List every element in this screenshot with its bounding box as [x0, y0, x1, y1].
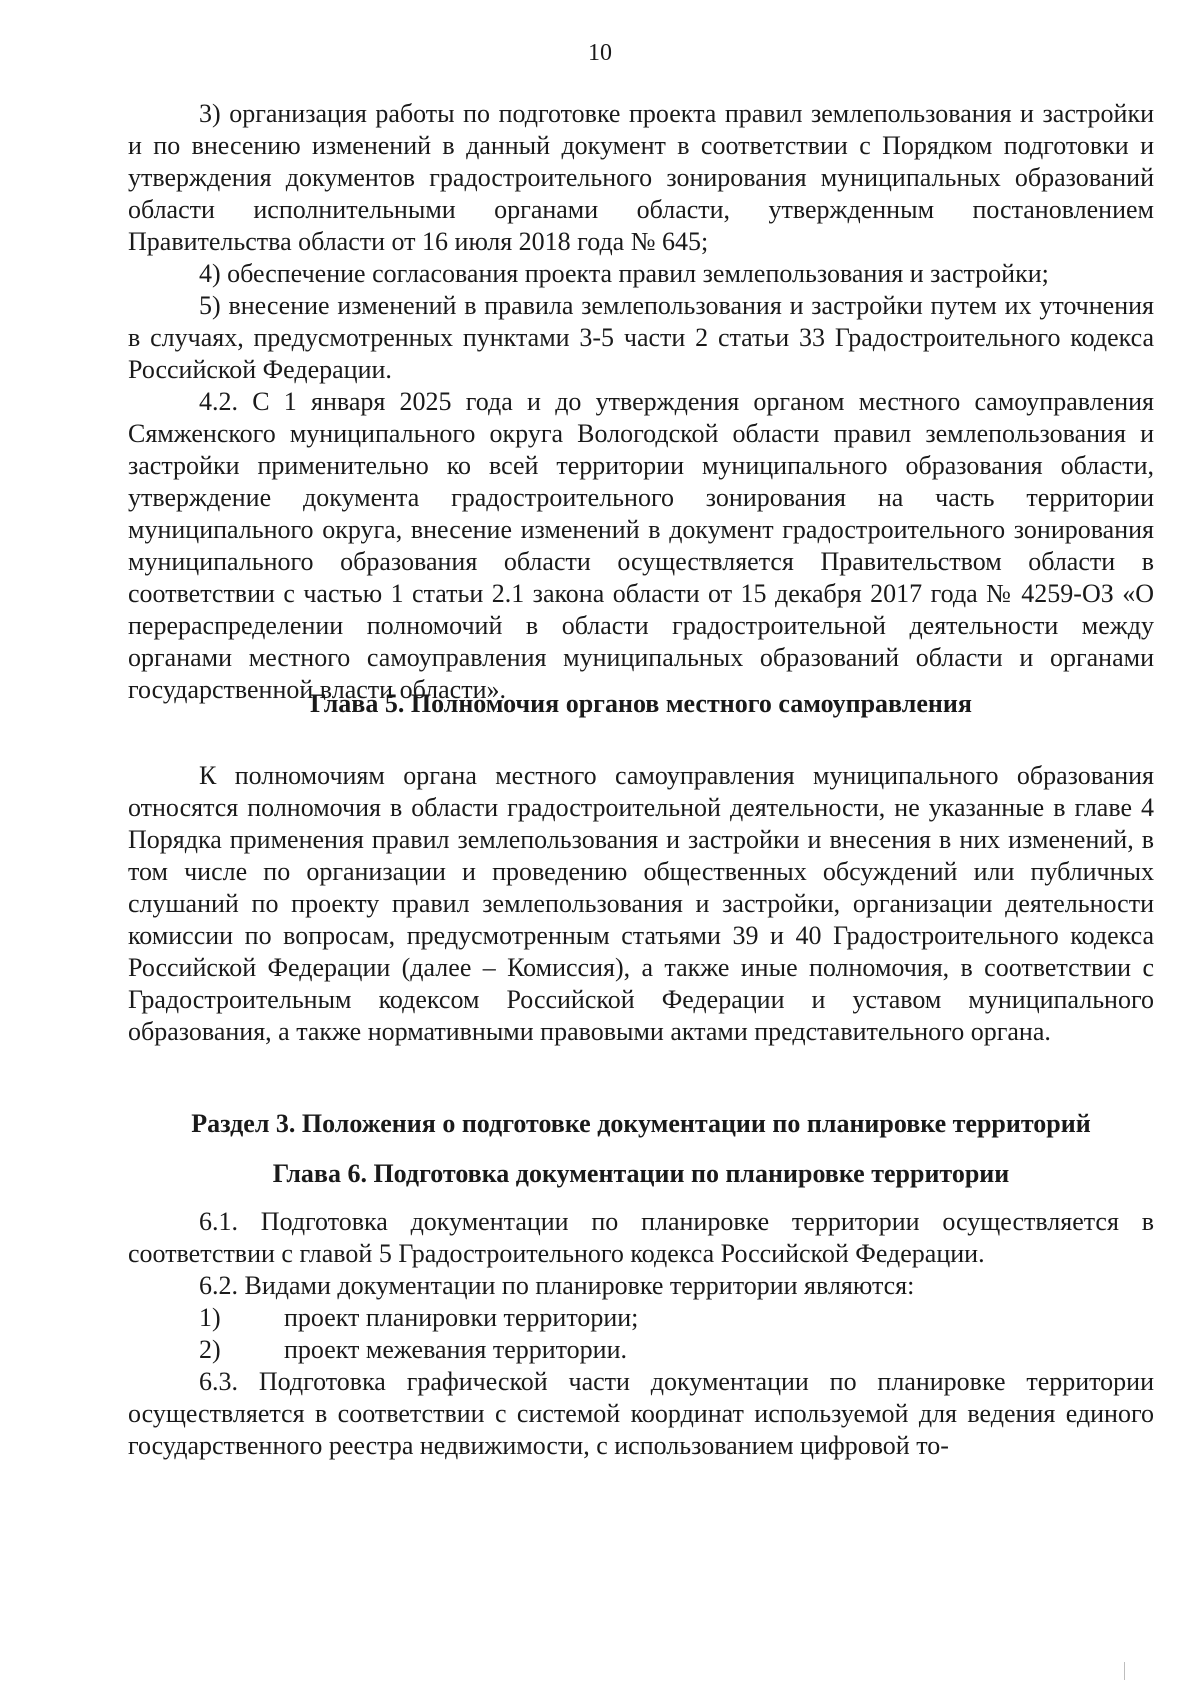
- paragraph-item-4: 4) обеспечение согласования проекта правил землепользования и застройки;: [199, 259, 1049, 288]
- section-3-heading: Раздел 3. Положения о подготовке документации по планировке территорий: [191, 1109, 1091, 1138]
- list-item: 2) проект межевания территории.: [199, 1335, 628, 1364]
- paragraph-item-5: 5) внесение изменений в правила землепользования и застройки путем их уточнения в случаях, предусмотренных пунктами 3-5 части 2 статьи 33 Градостроительного кодекса Российской Федерации.: [128, 291, 1154, 384]
- section-4-continuation: [128, 98, 1154, 706]
- chapter-6-heading: Глава 6. Подготовка документации по планировке территории: [272, 1159, 1010, 1188]
- page-number: 10: [588, 40, 612, 66]
- chapter-5-paragraph: К полномочиям органа местного самоуправления муниципального образования относятся полномочия в области градостроительной деятельности, не указанные в главе 4 Порядка применения правил землепользования и застройки и внесения в них изменений, в том числе по организации и проведению общественных обсуждений или публичных слушаний по проекту правил землепользования и застройки, организации деятельности комиссии по вопросам, предусмотренным статьями 39 и 40 Градостроительного кодекса Российской Федерации (далее – Комиссия), а также иные полномочия, в соответствии с Градостроительным кодексом Российской Федерации и уставом муниципального образования, а также нормативными правовыми актами представительного органа.: [128, 761, 1154, 1046]
- chapter-5-body: [128, 760, 1154, 1048]
- chapter-6-body: [128, 1206, 1154, 1462]
- chapter-5-heading: Глава 5. Полномочия органов местного самоуправления: [310, 689, 972, 718]
- paragraph-4-2: 4.2. С 1 января 2025 года и до утверждения органом местного самоуправления Сямженского муниципального округа Вологодской области правил землепользования и застройки применительно ко всей территории муниципального образования области, утверждение документа градостроительного зонирования на часть территории муниципального округа, внесение изменений в документ градостроительного зонирования муниципального образования области осуществляется Правительством области в соответствии с частью 1 статьи 2.1 закона области от 15 декабря 2017 года № 4259-ОЗ «О перераспределении полномочий в области градостроительной деятельности между органами местного самоуправления муниципальных образований области и органами государственной власти области».: [128, 387, 1154, 704]
- paragraph-6-2: 6.2. Видами документации по планировке территории являются:: [199, 1271, 915, 1300]
- paragraph-6-3: 6.3. Подготовка графической части документации по планировке территории осуществляется в соответствии с системой координат используемой для ведения единого государственного реестра недвижимости, с использованием цифровой то-: [128, 1367, 1154, 1460]
- scan-artifact-mark: [1124, 1662, 1125, 1680]
- documentation-types-list: [128, 1302, 1154, 1366]
- paragraph-6-1: 6.1. Подготовка документации по планировке территории осуществляется в соответствии с главой 5 Градостроительного кодекса Российской Федерации.: [128, 1207, 1154, 1268]
- list-item: 1) проект планировки территории;: [199, 1303, 639, 1332]
- paragraph-item-3: 3) организация работы по подготовке проекта правил землепользования и застройки и по внесению изменений в данный документ в соответствии с Порядком подготовки и утверждения документов градостроительного зонирования муниципальных образований области исполнительными органами области, утвержденным постановлением Правительства области от 16 июля 2018 года № 645;: [128, 99, 1154, 256]
